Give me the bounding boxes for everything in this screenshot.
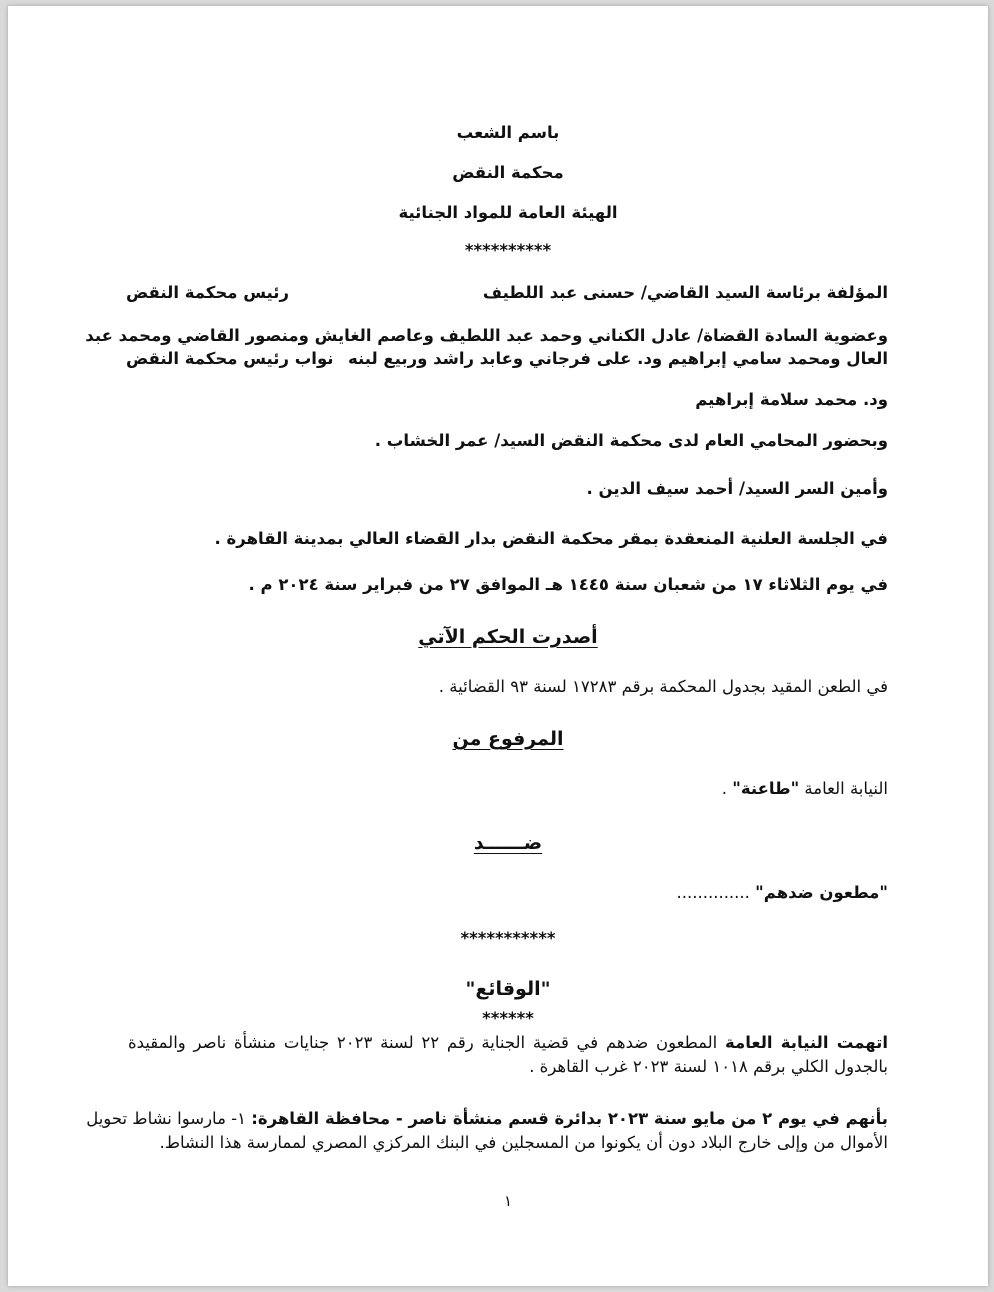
members-line-3: ود. محمد سلامة إبراهيم (695, 390, 888, 409)
facts-p2-rest: ١- مارسوا نشاط تحويل (86, 1109, 252, 1128)
presiding-title: رئيس محكمة النقض (126, 283, 289, 302)
respondent-role: "مطعون ضدهم" (755, 883, 888, 902)
respondent-dots: .............. (676, 883, 750, 902)
facts-p1-line-1 (128, 1032, 888, 1054)
members-line-1: وعضوية السادة القضاة/ عادل الكناني وحمد عبد اللطيف وعاصم الغايش ومنصور القاضي ومحمد عبد (85, 326, 888, 345)
members-line-2: العال ومحمد سامي إبراهيم ود. على فرجاني وعابد راشد وربيع لبنه (347, 349, 888, 368)
prosecutor-line: وبحضور المحامي العام لدى محكمة النقض السيد/ عمر الخشاب . (374, 431, 888, 450)
chamber-name: الهيئة العامة للمواد الجنائية (398, 203, 618, 222)
facts-p1-bold: اتهمت النيابة العامة (725, 1033, 889, 1052)
appellant-suffix: . (721, 779, 733, 798)
ruling-heading: أصدرت الحكم الآتي (418, 626, 598, 648)
facts-p2-bold: بأنهم في يوم ٢ من مايو سنة ٢٠٢٣ بدائرة قسم منشأة ناصر - محافظة القاهرة: (251, 1109, 888, 1128)
session-place: في الجلسة العلنية المنعقدة بمقر محكمة النقض بدار القضاء العالي بمدينة القاهرة . (214, 529, 888, 548)
appellant-line (722, 778, 888, 800)
facts-heading: "الوقائع" (465, 978, 551, 1000)
facts-p1-line-2: بالجدول الكلي برقم ١٠١٨ لسنة ٢٠٢٣ غرب القاهرة . (529, 1057, 888, 1076)
filed-by-heading: المرفوع من (452, 728, 564, 750)
facts-stars: ****** (482, 1009, 534, 1028)
appellant-name: النيابة العامة (799, 779, 888, 798)
facts-p2-line-1 (86, 1108, 888, 1130)
appeal-line: في الطعن المقيد بجدول المحكمة برقم ١٧٢٨٣ لسنة ٩٣ القضائية . (438, 677, 888, 696)
against-heading: ضــــــد (473, 832, 543, 854)
ruling-stars: *********** (460, 929, 556, 948)
header-stars: ********** (464, 241, 552, 260)
header-line-1: باسم الشعب (456, 123, 560, 142)
facts-p1-rest: المطعون ضدهم في قضية الجناية رقم ٢٢ لسنة ٢٠٢٣ جنايات منشأة ناصر والمقيدة (128, 1033, 725, 1052)
page-number: ١ (503, 1192, 513, 1210)
document-page (8, 6, 988, 1286)
court-name: محكمة النقض (452, 163, 564, 182)
session-date: في يوم الثلاثاء ١٧ من شعبان سنة ١٤٤٥ هـ الموافق ٢٧ من فبراير سنة ٢٠٢٤ م . (248, 575, 888, 594)
facts-p2-line-2: الأموال من وإلى خارج البلاد دون أن يكونوا من المسجلين في البنك المركزي المصري لممارسة هذا النشاط. (159, 1133, 888, 1152)
members-title: نواب رئيس محكمة النقض (126, 349, 334, 368)
secretary-line: وأمين السر السيد/ أحمد سيف الدين . (586, 479, 888, 498)
respondent-line (676, 882, 888, 904)
appellant-role: "طاعنة" (732, 779, 800, 798)
presiding-judge: المؤلفة برئاسة السيد القاضي/ حسنى عبد اللطيف (482, 283, 888, 302)
